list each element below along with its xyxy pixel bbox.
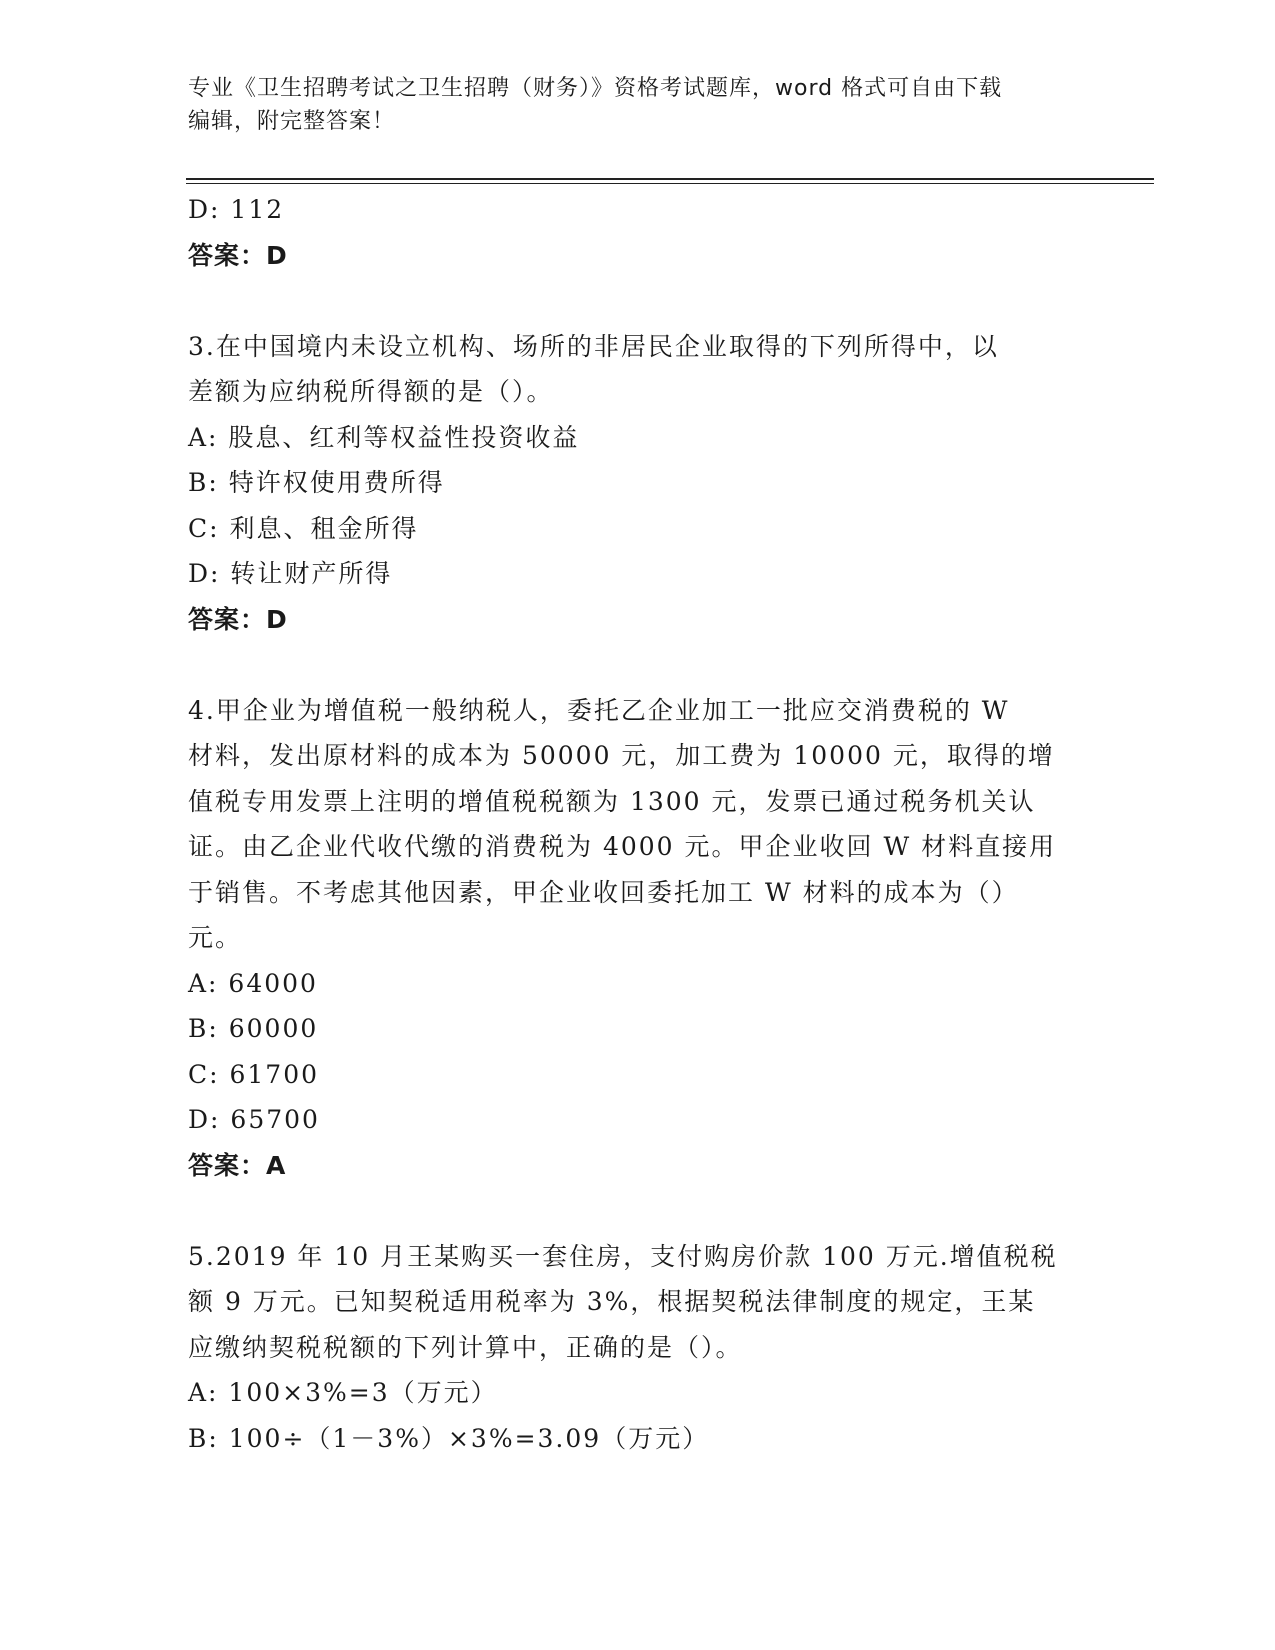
- document-header: [188, 72, 1068, 138]
- question-4-option-b: B: 60000: [188, 1014, 319, 1043]
- question-4: [188, 688, 1088, 1189]
- question-3-option-a: A: 股息、红利等权益性投资收益: [188, 422, 580, 452]
- question-4-stem-line-5: 于销售。不考虑其他因素，甲企业收回委托加工 W 材料的成本为（）: [188, 877, 1019, 907]
- question-5: [188, 1234, 1088, 1462]
- question-5-stem-line-3: 应缴纳契税税额的下列计算中，正确的是（）。: [188, 1332, 743, 1362]
- question-5-option-b: B: 100÷（1－3%）×3%=3.09（万元）: [188, 1423, 710, 1453]
- question-3: [188, 324, 1088, 643]
- question-5-option-a: A: 100×3%=3（万元）: [188, 1378, 498, 1407]
- prev-option-d: D: 112: [188, 195, 285, 224]
- question-5-stem-line-1: 5.2019 年 10 月王某购买一套住房，支付购房价款 100 万元.增值税税: [188, 1241, 1058, 1271]
- question-3-stem-line-1: 3.在中国境内未设立机构、场所的非居民企业取得的下列所得中，以: [188, 331, 999, 361]
- header-rule-thin: [186, 183, 1154, 184]
- question-3-stem-line-2: 差额为应纳税所得额的是（）。: [188, 377, 554, 406]
- question-3-answer: 答案：D: [188, 604, 288, 634]
- header-line-2: 编辑，附完整答案！: [188, 109, 396, 134]
- question-4-option-c: C: 61700: [188, 1059, 320, 1089]
- question-3-option-c: C: 利息、租金所得: [188, 513, 419, 543]
- question-4-stem-line-2: 材料，发出原材料的成本为 50000 元，加工费为 10000 元，取得的增: [188, 741, 1055, 770]
- prev-answer: 答案：D: [188, 240, 288, 270]
- question-4-stem-line-6: 元。: [188, 923, 243, 952]
- question-4-stem-line-1: 4.甲企业为增值税一般纳税人，委托乙企业加工一批应交消费税的 W: [188, 695, 1010, 725]
- question-4-option-d: D: 65700: [188, 1105, 320, 1134]
- header-rule-thick: [186, 178, 1154, 180]
- document-body: [188, 187, 1088, 1461]
- question-5-stem-line-2: 额 9 万元。已知契税适用税率为 3%，根据契税法律制度的规定，王某: [188, 1287, 1036, 1316]
- question-4-option-a: A: 64000: [188, 968, 318, 998]
- question-4-stem-line-4: 证。由乙企业代收代缴的消费税为 4000 元。甲企业收回 W 材料直接用: [188, 832, 1057, 861]
- question-3-option-b: B: 特许权使用费所得: [188, 468, 445, 497]
- question-4-answer: 答案：A: [188, 1150, 287, 1180]
- question-3-option-d: D: 转让财产所得: [188, 559, 393, 588]
- header-line-1: 专业《卫生招聘考试之卫生招聘（财务）》资格考试题库，word 格式可自由下载: [188, 76, 1003, 101]
- question-4-stem-line-3: 值税专用发票上注明的增值税税额为 1300 元，发票已通过税务机关认: [188, 786, 1036, 816]
